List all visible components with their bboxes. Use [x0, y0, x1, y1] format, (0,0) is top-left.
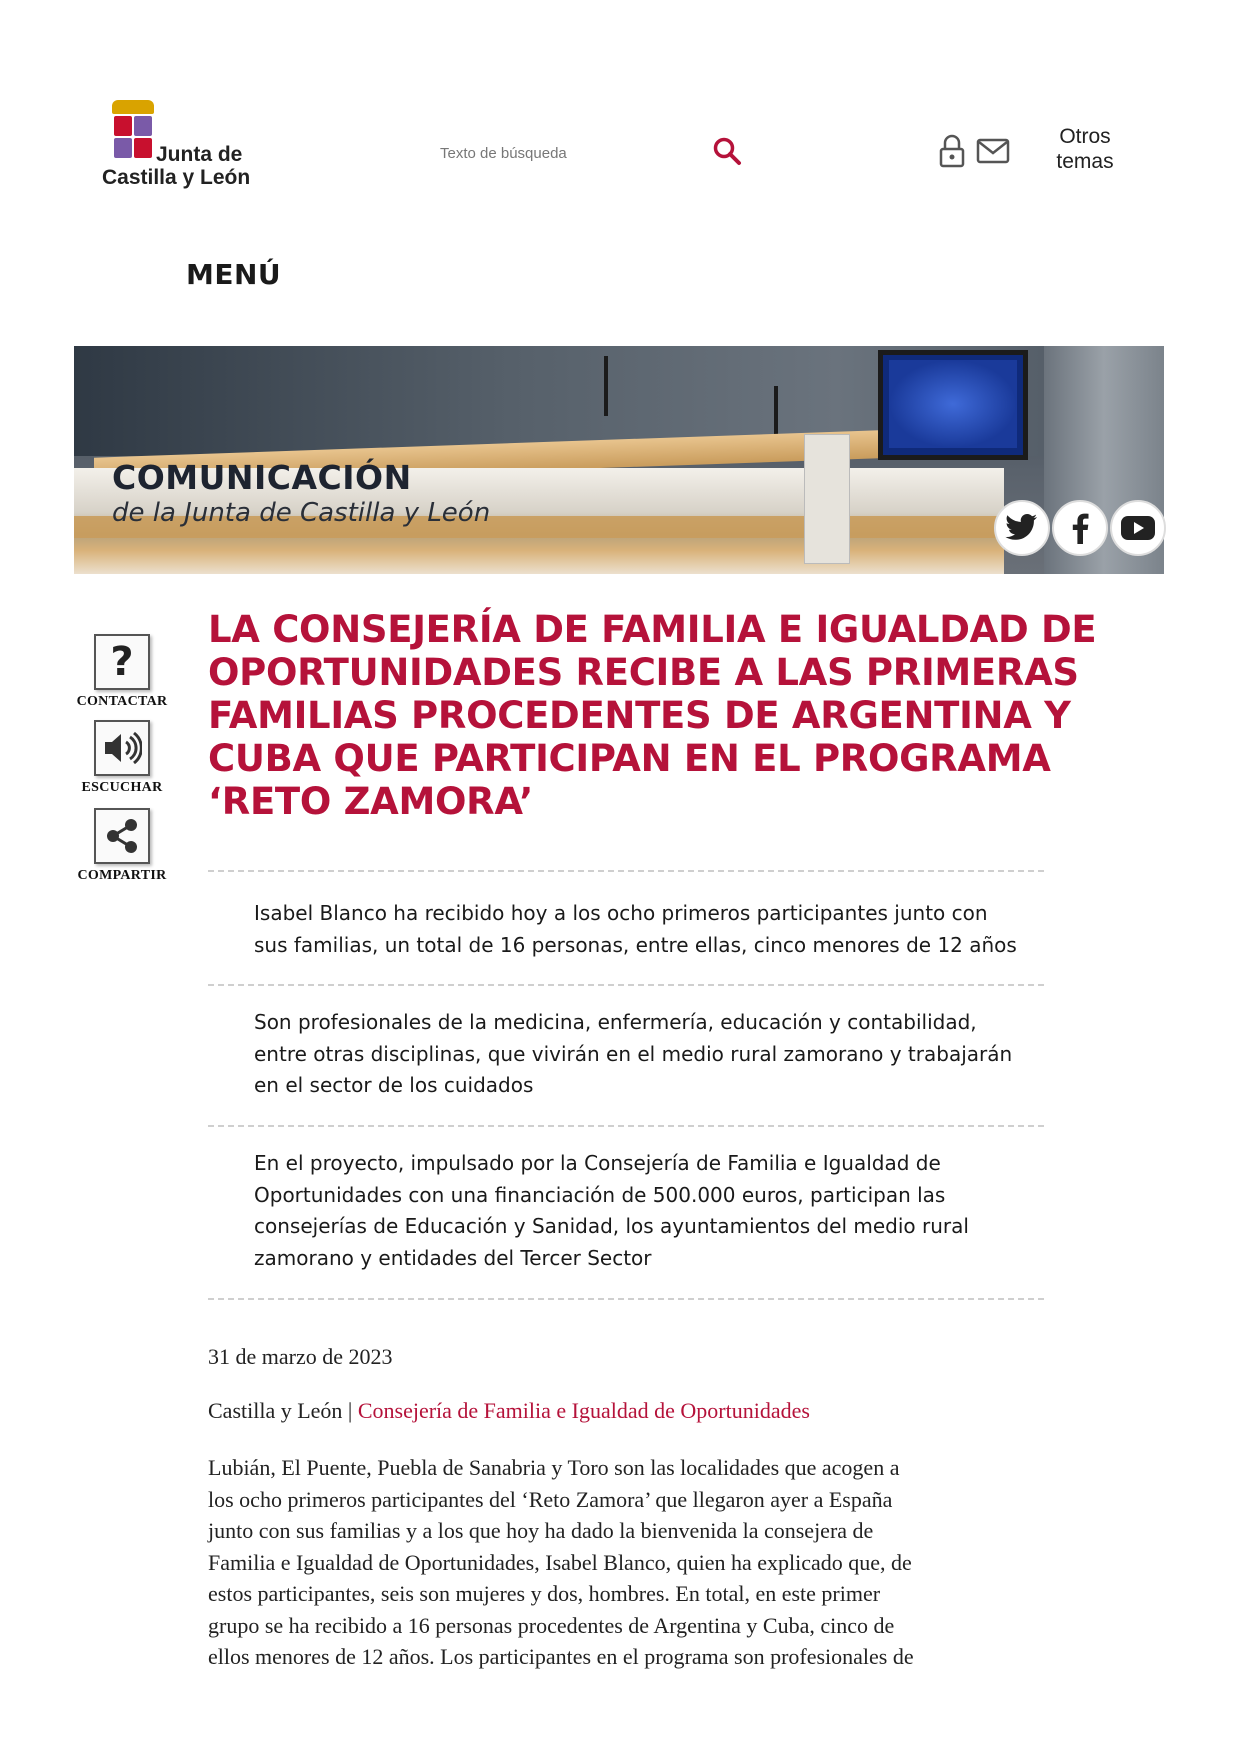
headline-line: CUBA QUE PARTICIPAN EN EL PROGRAMA: [208, 737, 1051, 780]
twitter-link[interactable]: [994, 500, 1050, 556]
summary-point-3: [254, 1148, 1014, 1274]
headline-line: FAMILIAS PROCEDENTES DE ARGENTINA Y: [208, 694, 1071, 737]
summary-line: en el sector de los cuidados: [254, 1073, 534, 1097]
article-body: [208, 1452, 1088, 1673]
twitter-icon: [1005, 513, 1039, 543]
body-line: grupo se ha recibido a 16 personas procedentes de Argentina y Cuba, cinco de: [208, 1612, 895, 1638]
body-line: estos participantes, seis son mujeres y dos, hombres. En total, en este primer: [208, 1581, 881, 1606]
contact-tool-box: [94, 634, 150, 690]
search-button[interactable]: [710, 134, 744, 168]
question-icon: ?: [110, 639, 134, 685]
logo-text-line1: Junta de: [156, 143, 243, 166]
contact-tool[interactable]: [72, 634, 172, 710]
summary-point-2: [254, 1007, 1014, 1102]
mail-icon: [976, 137, 1010, 165]
login-button[interactable]: [938, 134, 966, 168]
summary-line: zamorano y entidades del Tercer Sector: [254, 1245, 652, 1270]
facebook-icon: [1070, 512, 1090, 544]
site-logo[interactable]: [100, 98, 260, 190]
article-headline: [208, 608, 1097, 823]
listen-tool-box: [94, 720, 150, 776]
youtube-link[interactable]: [1110, 500, 1166, 556]
article-region: Castilla y León |: [208, 1398, 353, 1423]
coat-of-arms-icon: [112, 100, 154, 162]
summary-line: En el proyecto, impulsado por la Consejería de Familia e Igualdad de: [254, 1151, 941, 1175]
divider: [208, 1125, 1044, 1127]
other-topics-line1: Otros: [1059, 125, 1111, 148]
divider: [208, 870, 1044, 872]
banner-subtitle: de la Junta de Castilla y León: [112, 498, 491, 528]
facebook-link[interactable]: [1052, 500, 1108, 556]
share-icon: [103, 817, 141, 855]
share-tool-box: [94, 808, 150, 864]
body-line: los ocho primeros participantes del ‘Reto Zamora’ que llegaron ayer a España: [208, 1486, 893, 1512]
contact-tool-label: CONTACTAR: [76, 694, 168, 709]
speaker-icon: [102, 730, 142, 766]
other-topics-link[interactable]: [1040, 124, 1130, 174]
body-line: ellos menores de 12 años. Los participantes en el programa son profesionales de: [208, 1644, 914, 1669]
department-link[interactable]: Consejería de Familia e Igualdad de Oportunidades: [357, 1398, 810, 1423]
logo-text-line2: Castilla y León: [102, 166, 251, 189]
menu-button[interactable]: MENÚ: [186, 258, 282, 291]
headline-line: OPORTUNIDADES RECIBE A LAS PRIMERAS: [208, 651, 1079, 694]
lock-icon: [938, 134, 966, 168]
summary-line: entre otras disciplinas, que vivirán en el medio rural zamorano y trabajarán: [254, 1041, 1013, 1066]
share-tool-label: COMPARTIR: [77, 868, 167, 883]
summary-line: sus familias, un total de 16 personas, entre ellas, cinco menores de 12 años: [254, 932, 1017, 957]
mail-button[interactable]: [976, 137, 1010, 165]
body-line: Lubián, El Puente, Puebla de Sanabria y Toro son las localidades que acogen a: [208, 1455, 900, 1480]
summary-line: Isabel Blanco ha recibido hoy a los ocho primeros participantes junto con: [254, 901, 988, 925]
youtube-icon: [1120, 515, 1156, 541]
divider: [208, 984, 1044, 986]
article-source: [208, 1398, 810, 1424]
search-icon: [710, 134, 744, 168]
body-line: Familia e Igualdad de Oportunidades, Isabel Blanco, quien ha explicado que, de: [208, 1549, 912, 1575]
search-input[interactable]: [440, 140, 700, 166]
divider: [208, 1298, 1044, 1300]
headline-line: ‘RETO ZAMORA’: [208, 780, 534, 823]
summary-line: consejerías de Educación y Sanidad, los ayuntamientos del medio rural: [254, 1214, 969, 1238]
listen-tool[interactable]: [72, 720, 172, 796]
share-tool[interactable]: [72, 808, 172, 884]
other-topics-line2: temas: [1056, 150, 1114, 173]
headline-line: LA CONSEJERÍA DE FAMILIA E IGUALDAD DE: [208, 608, 1097, 651]
banner-title: COMUNICACIÓN: [112, 458, 412, 497]
listen-tool-label: ESCUCHAR: [81, 780, 163, 795]
summary-line: Son profesionales de la medicina, enfermería, educación y contabilidad,: [254, 1010, 977, 1034]
summary-point-1: [254, 898, 1017, 961]
article-date: 31 de marzo de 2023: [208, 1344, 393, 1369]
body-line: junto con sus familias y a los que hoy ha dado la bienvenida la consejera de: [208, 1518, 874, 1543]
summary-line: Oportunidades con una financiación de 500.000 euros, participan las: [254, 1182, 946, 1207]
